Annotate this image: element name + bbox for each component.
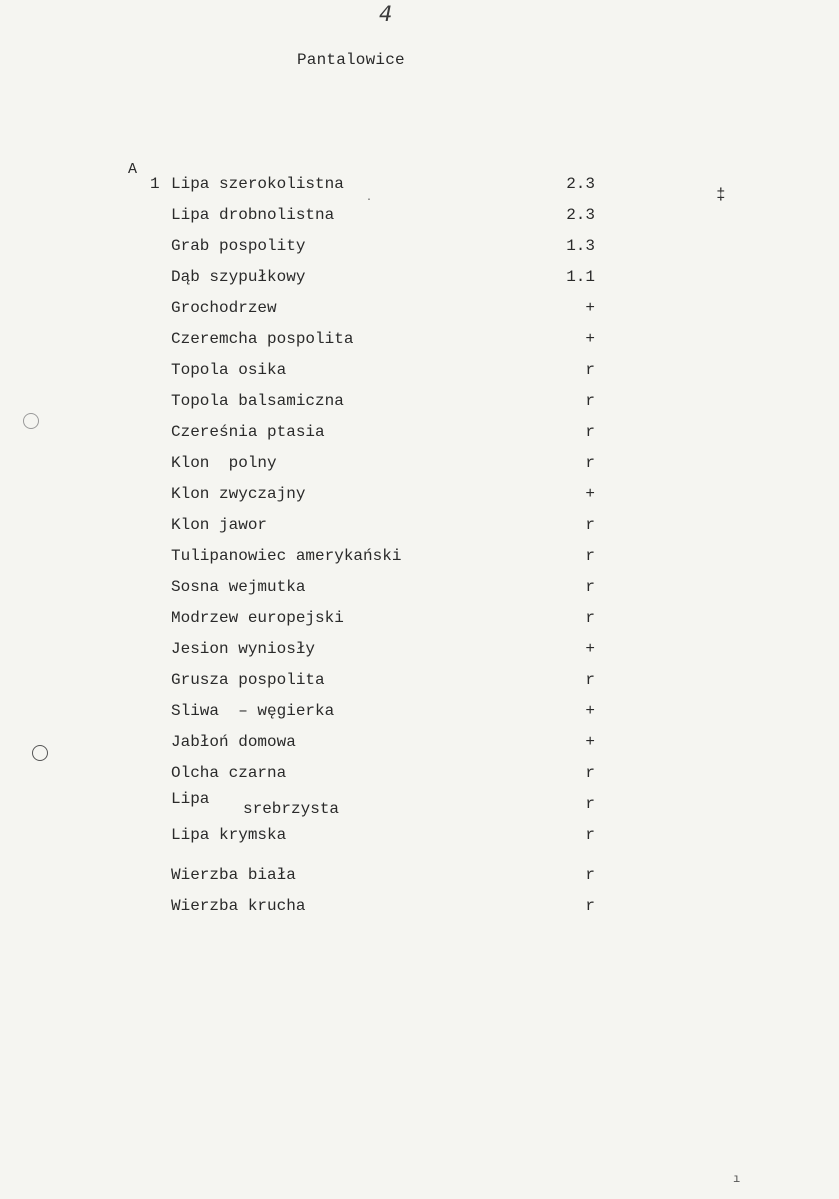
species-row <box>171 451 611 482</box>
species-name: Klon zwyczajny <box>171 485 306 503</box>
species-value: r <box>585 361 595 379</box>
page-number: 4 <box>379 2 393 26</box>
species-value: r <box>585 897 595 915</box>
species-name: Lipa szerokolistna <box>171 175 344 193</box>
species-value: r <box>585 609 595 627</box>
species-row <box>171 296 611 327</box>
species-row <box>171 894 611 925</box>
species-row <box>171 699 611 730</box>
species-value: r <box>585 454 595 472</box>
species-row <box>171 575 611 606</box>
species-name: Topola osika <box>171 361 287 379</box>
species-name: Jesion wyniosły <box>171 640 316 658</box>
species-row <box>171 389 611 420</box>
species-row <box>171 544 611 575</box>
species-row <box>171 863 611 894</box>
species-row <box>171 730 611 761</box>
species-value: 2.3 <box>566 175 595 193</box>
species-name-part: srebrzysta <box>243 800 340 818</box>
species-row <box>171 265 611 296</box>
margin-mark: ‡ <box>716 186 726 204</box>
species-name: Klon polny <box>171 454 277 472</box>
document-title: Pantalowice <box>297 51 405 69</box>
species-value: + <box>585 702 595 720</box>
species-row <box>171 513 611 544</box>
species-value: r <box>585 578 595 596</box>
species-name: Sliwa – węgierka <box>171 702 335 720</box>
species-value: + <box>585 330 595 348</box>
species-name: Topola balsamiczna <box>171 392 344 410</box>
species-name: Grochodrzew <box>171 299 277 317</box>
species-value: r <box>585 392 595 410</box>
species-value: + <box>585 485 595 503</box>
species-name: Klon jawor <box>171 516 268 534</box>
species-value: + <box>585 299 595 317</box>
species-value: r <box>585 423 595 441</box>
species-row <box>171 234 611 265</box>
species-value: r <box>585 671 595 689</box>
species-row <box>171 172 611 203</box>
species-value: 2.3 <box>566 206 595 224</box>
species-value: r <box>585 547 595 565</box>
species-row <box>171 482 611 513</box>
species-row <box>171 358 611 389</box>
species-row <box>171 606 611 637</box>
section-label: A <box>128 161 138 178</box>
stray-mark: ı <box>733 1172 741 1186</box>
species-row <box>171 823 611 854</box>
punch-hole <box>23 413 39 429</box>
species-value: r <box>585 826 595 844</box>
species-row <box>171 761 611 792</box>
species-name: Olcha czarna <box>171 764 287 782</box>
species-row <box>171 668 611 699</box>
species-name: Sosna wejmutka <box>171 578 306 596</box>
species-value: r <box>585 795 595 813</box>
species-row <box>171 420 611 451</box>
species-name: Jabłoń domowa <box>171 733 296 751</box>
species-name: Modrzew europejski <box>171 609 344 627</box>
species-list <box>171 172 611 925</box>
species-row <box>171 637 611 668</box>
species-name: Czeremcha pospolita <box>171 330 354 348</box>
species-value: r <box>585 516 595 534</box>
species-name: Dąb szypułkowy <box>171 268 306 286</box>
species-value: 1.3 <box>566 237 595 255</box>
species-name: Czereśnia ptasia <box>171 423 325 441</box>
punch-hole <box>32 745 48 761</box>
species-value: + <box>585 640 595 658</box>
species-name: Grab pospolity <box>171 237 306 255</box>
species-row <box>171 203 611 234</box>
species-value: r <box>585 764 595 782</box>
species-name: Lipa <box>171 790 210 808</box>
species-name: Lipa drobnolistna <box>171 206 335 224</box>
species-value: 1.1 <box>566 268 595 286</box>
species-name: Wierzba krucha <box>171 897 306 915</box>
species-name: Grusza pospolita <box>171 671 325 689</box>
species-name: Tulipanowiec amerykański <box>171 547 402 565</box>
stray-mark: · <box>366 195 373 206</box>
species-row <box>171 792 611 823</box>
species-name: Lipa krymska <box>171 826 287 844</box>
row-number: 1 <box>150 175 160 193</box>
species-value: + <box>585 733 595 751</box>
species-row <box>171 327 611 358</box>
species-name: Wierzba biała <box>171 866 296 884</box>
species-value: r <box>585 866 595 884</box>
